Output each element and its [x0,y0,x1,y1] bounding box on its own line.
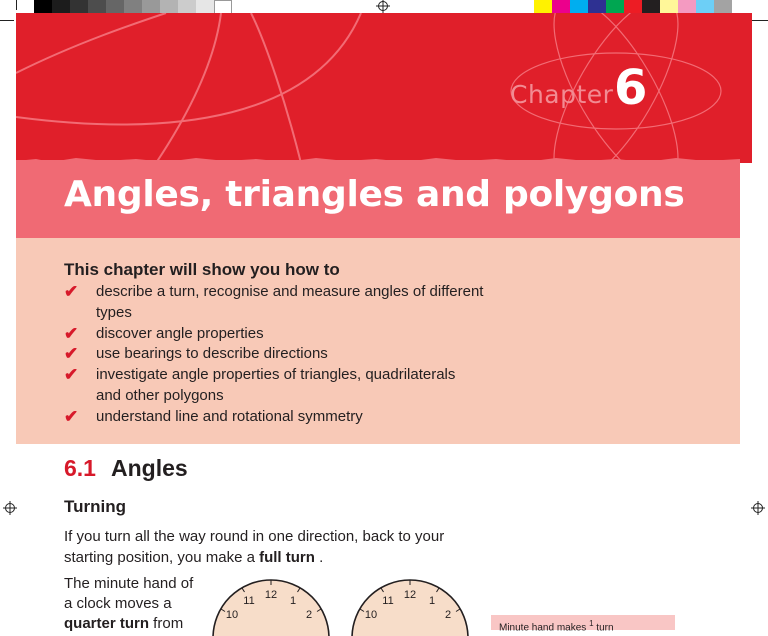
check-icon: ✔ [64,282,79,301]
para-text: The minute hand of a clock moves a [64,575,194,612]
chapter-title: Angles, triangles and polygons [64,174,685,215]
registration-mark-icon [3,501,17,515]
note-fraction: 1 [589,619,594,628]
objectives-heading: This chapter will show you how to [64,260,340,279]
key-term: quarter turn [64,615,150,632]
objective-text: discover angle properties [96,324,264,342]
check-icon: ✔ [64,365,79,385]
note-text: Minute hand makes [499,622,587,634]
para-text: . [314,549,324,566]
list-item [64,324,484,345]
crop-mark [16,0,17,10]
list-item [64,365,484,407]
check-icon: ✔ [64,406,79,426]
clock-label: 12 [403,589,417,601]
margin-note-text [499,619,614,633]
clock-label: 11 [243,595,255,607]
header-bleed-strip [740,13,752,61]
section-number: 6.1 [64,455,96,481]
subheading: Turning [64,497,126,516]
objective-text: understand line and rotational symmetry [96,407,363,425]
list-item [64,407,484,428]
clock-label: 1 [289,595,297,607]
list-item [64,344,484,365]
para-text: from [149,615,184,632]
objective-text: describe a turn, recognise and measure angles of different types [96,283,484,321]
clock-label: 10 [364,609,378,621]
check-icon: ✔ [64,344,79,364]
color-swatch-bar [534,0,732,14]
grey-swatch-bar [34,0,232,14]
crop-mark [752,20,768,21]
clock-paragraph [64,574,204,634]
clock-label: 12 [264,589,278,601]
objectives-list [64,282,484,428]
list-item [64,282,484,324]
section-title: Angles [111,455,188,481]
clock-label: 11 [382,595,394,607]
clock-label: 2 [305,609,313,621]
torn-edge-top [16,155,740,165]
check-icon: ✔ [64,323,79,343]
note-word: turn [596,622,614,634]
clock-label: 10 [225,609,239,621]
para-text: If you turn all the way round in one direction, back to your starting position, you make a [64,528,445,566]
clock-label: 1 [428,595,436,607]
chapter-number: 6 [614,60,648,116]
chapter-label: Chapter [510,80,614,109]
clock-label: 2 [444,609,452,621]
objective-text: use bearings to describe directions [96,345,328,363]
objective-text: investigate angle properties of triangles, quadrilaterals and other polygons [96,366,456,404]
registration-mark-icon [751,501,765,515]
key-term: full turn [259,549,315,566]
registration-mark-icon [376,0,390,13]
clock-diagram-2 [347,576,477,636]
intro-paragraph [64,526,474,568]
clock-diagram-1 [208,576,338,636]
crop-mark [0,20,14,21]
